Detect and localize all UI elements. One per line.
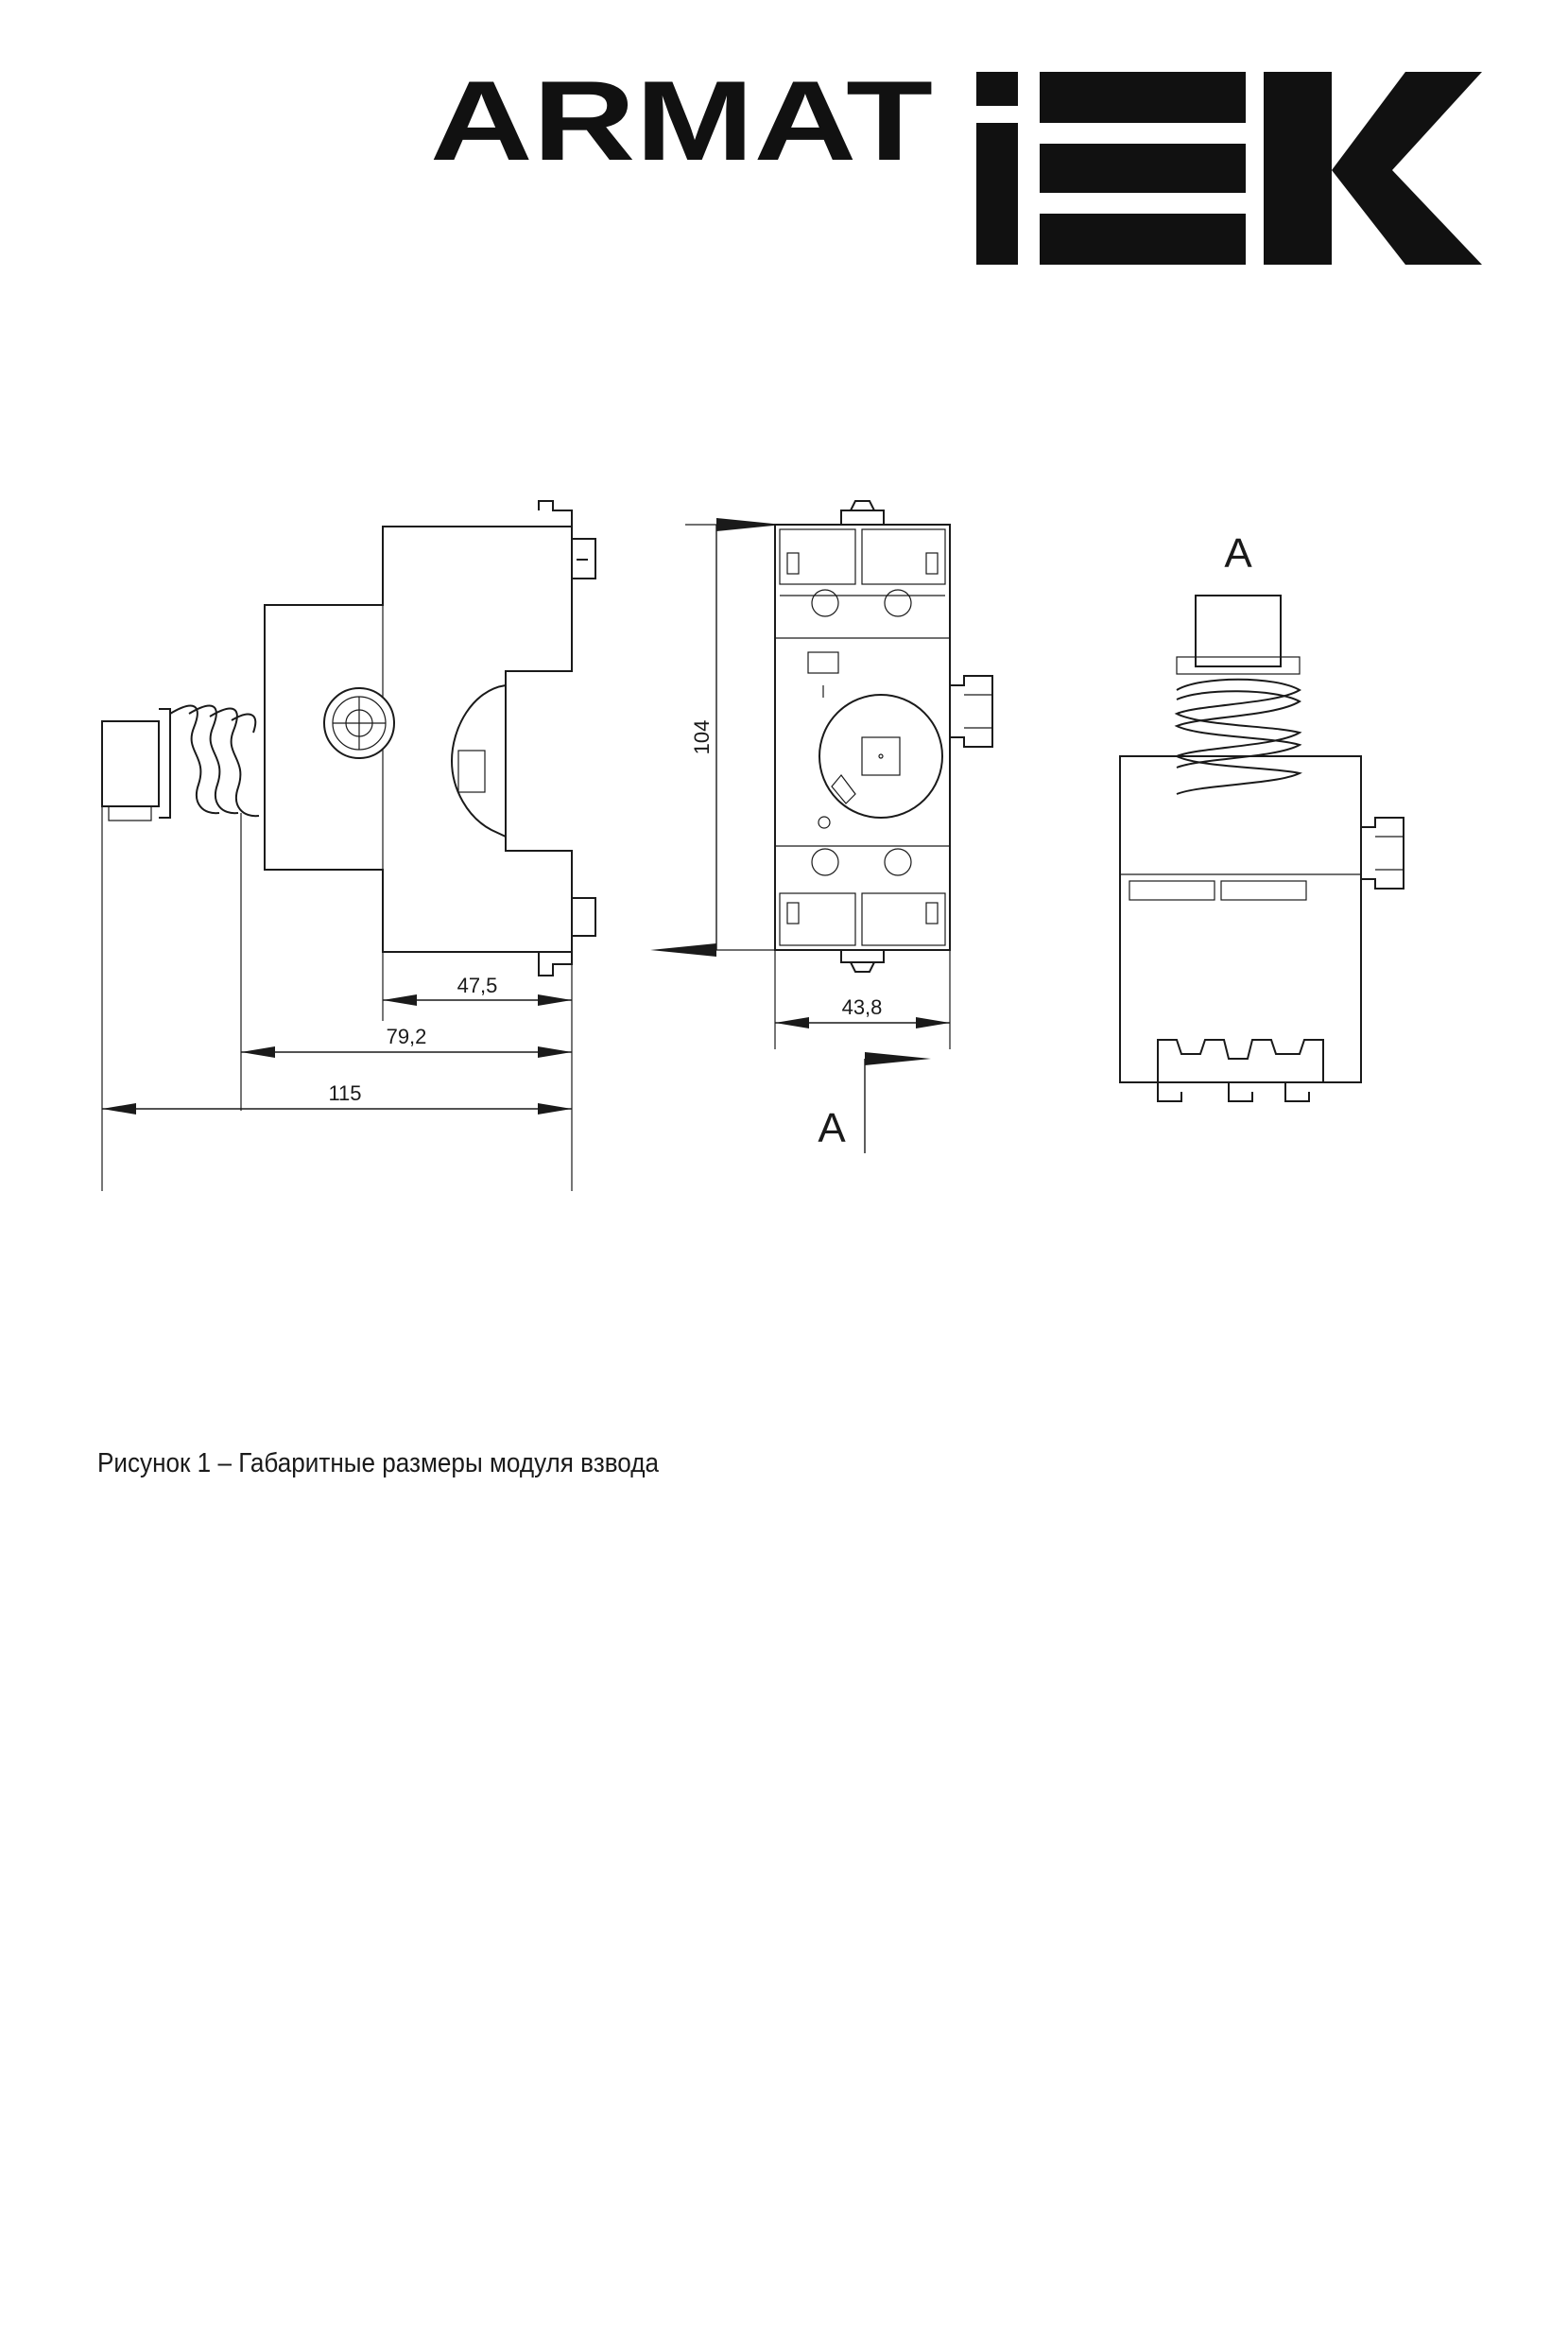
side-view — [102, 501, 595, 1191]
side-view-body — [265, 527, 572, 952]
dim-label-79-2: 79,2 — [386, 1025, 427, 1048]
side-view-din-clip-bottom — [539, 898, 595, 976]
figure-caption: Рисунок 1 – Габаритные размеры модуля взвода — [97, 1448, 659, 1478]
front-view — [685, 501, 992, 1153]
dim-label-104: 104 — [690, 719, 714, 755]
side-view-din-clip-top — [539, 501, 595, 579]
dimension-drawing — [0, 473, 1568, 1191]
view-a — [1120, 530, 1404, 1101]
dim-label-115: 115 — [328, 1081, 362, 1105]
iek-logo-icon — [976, 72, 1482, 265]
view-a-title: A — [1224, 530, 1252, 577]
logo-wordmark-armat: ARMAT — [430, 64, 933, 184]
dim-label-43-8: 43,8 — [841, 995, 883, 1019]
front-view-rotary-shaft — [819, 695, 942, 818]
side-view-cutout — [452, 685, 506, 837]
armat-iek-logo — [430, 64, 1489, 272]
dim-label-47-5: 47,5 — [457, 974, 498, 997]
side-view-spring — [102, 706, 259, 821]
view-a-body — [1120, 756, 1361, 1082]
view-arrow-label: A — [818, 1105, 846, 1151]
